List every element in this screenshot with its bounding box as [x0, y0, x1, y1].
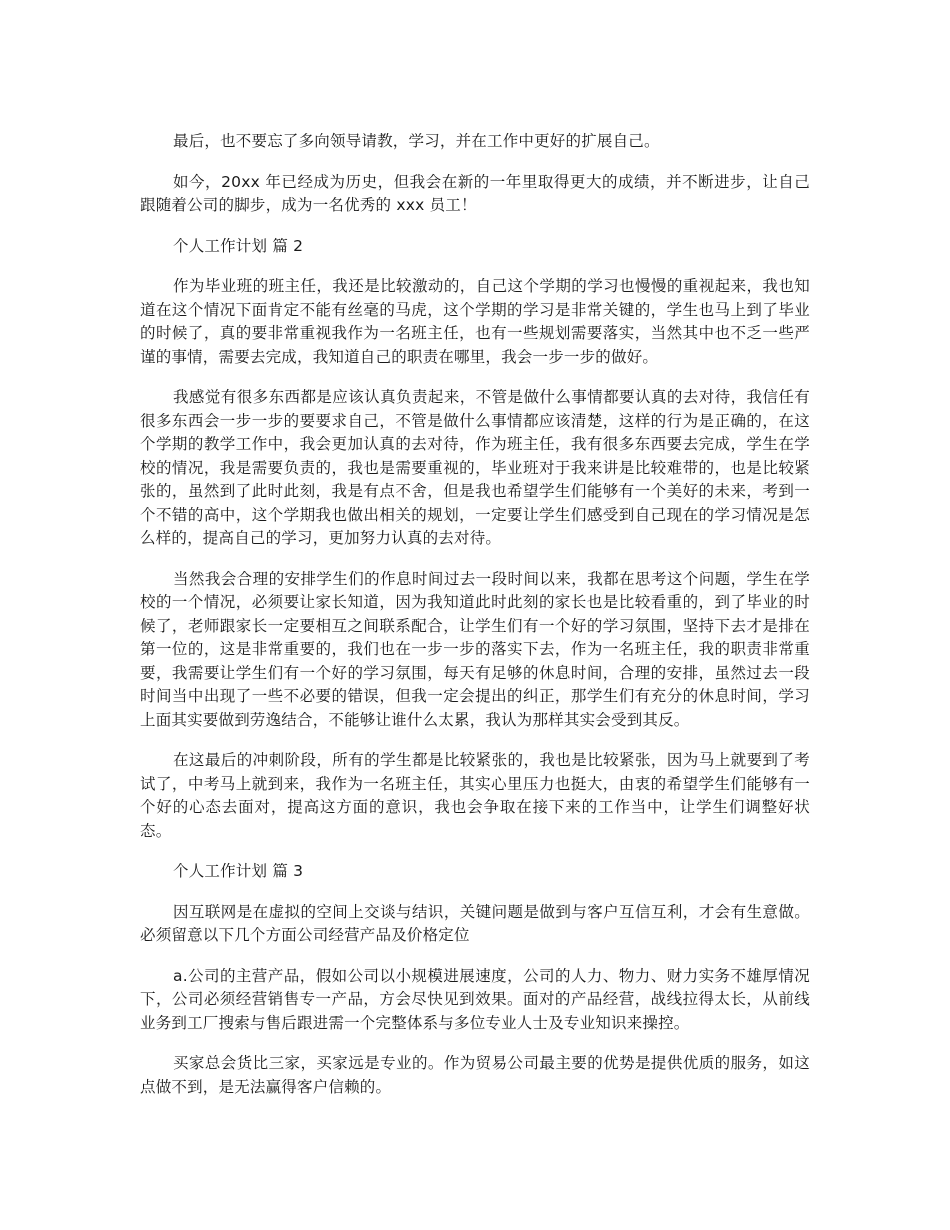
section-heading: 个人工作计划 篇 2	[173, 236, 304, 255]
paragraph: 买家总会货比三家，买家远是专业的。作为贸易公司最主要的优势是提供优质的服务，如这点做不到，是无法赢得客户信赖的。	[140, 1054, 810, 1096]
paragraph: 因互联网是在虚拟的空间上交谈与结识，关键问题是做到与客户互信互利，才会有生意做。必须留意以下几个方面公司经营产品及价格定位	[140, 902, 810, 944]
paragraph: 作为毕业班的班主任，我还是比较激动的，自己这个学期的学习也慢慢的重视起来，我也知道在这个情况下面肯定不能有丝毫的马虎，这个学期的学习是非常关键的，学生也马上到了毕业的时候了，真的要非常重视我作为一名班主任，也有一些规划需要落实，当然其中也不乏一些严谨的事情，需要去完成，我知道自己的职责在哪里，我会一步一步的做好。	[140, 277, 810, 366]
paragraph: 我感觉有很多东西都是应该认真负责起来，不管是做什么事情都要认真的去对待，我信任有很多东西会一步一步的要要求自己，不管是做什么事情都应该清楚，这样的行为是正确的，在这个学期的教学工作中，我会更加认真的去对待，作为班主任，我有很多东西要去完成，学生在学校的情况，我是需要负责的，我也是需要重视的，毕业班对于我来讲是比较难带的，也是比较紧张的，虽然到了此时此刻，我是有点不舍，但是我也希望学生们能够有一个美好的未来，考到一个不错的高中，这个学期我也做出相关的规划，一定要让学生们感受到自己现在的学习情况是怎么样的，提高自己的学习，更加努力认真的去对待。	[140, 388, 810, 547]
paragraph: 如今，20xx 年已经成为历史，但我会在新的一年里取得更大的成绩，并不断进步，让自己跟随着公司的脚步，成为一名优秀的 xxx 员工！	[140, 172, 810, 214]
section-heading: 个人工作计划 篇 3	[173, 862, 304, 880]
paragraph: 最后，也不要忘了多向领导请教，学习，并在工作中更好的扩展自己。	[173, 132, 660, 150]
paragraph: 在这最后的冲刺阶段，所有的学生都是比较紧张的，我也是比较紧张，因为马上就要到了考试了，中考马上就到来，我作为一名班主任，其实心里压力也挺大，由衷的希望学生们能够有一个好的心态去面对，提高这方面的意识，我也会争取在接下来的工作当中，让学生们调整好状态。	[140, 751, 810, 840]
paragraph: 当然我会合理的安排学生们的作息时间过去一段时间以来，我都在思考这个问题，学生在学校的一个情况，必须要让家长知道，因为我知道此时此刻的家长也是比较看重的，到了毕业的时候了，老师跟家长一定要相互之间联系配合，让学生们有一个好的学习氛围，坚持下去才是排在第一位的，这是非常重要的，我们也在一步一步的落实下去，作为一名班主任，我的职责非常重要，我需要让学生们有一个好的学习氛围，每天有足够的休息时间，合理的安排，虽然过去一段时间当中出现了一些不必要的错误，但我一定会提出的纠正，那学生们有充分的休息时间，学习上面其实要做到劳逸结合，不能够让谁什么太累，我认为那样其实会受到其反。	[140, 569, 810, 729]
paragraph: a.公司的主营产品，假如公司以小规模进展速度，公司的人力、物力、财力实务不雄厚情况下，公司必须经营销售专一产品，方会尽快见到效果。面对的产品经营，战线拉得太长，从前线业务到工厂搜索与售后跟进需一个完整体系与多位专业人士及专业知识来操控。	[140, 966, 810, 1032]
